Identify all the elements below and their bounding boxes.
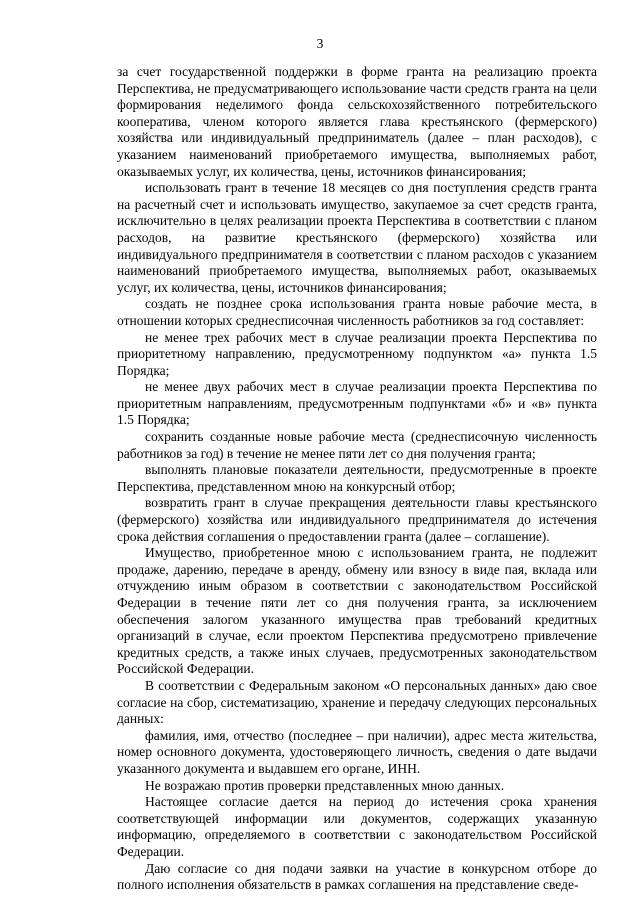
paragraph: за счет государственной поддержки в форме гранта на реализацию проекта Перспектива, не предусматривающего использование части средств гранта на цели формирования неделимого фонда сельскохозяйственного потребительского кооператива, членом которого является глава крестьянского (фермерского) хозяйства или индивидуальный предприниматель (далее – план расходов), с указанием наименований приобретаемого имущества, выполняемых работ, оказываемых услуг, их количества, цены, источников финансирования; (117, 64, 597, 179)
page-number: 3 (316, 36, 324, 51)
paragraph: сохранить созданные новые рабочие места (среднесписочную численность работников за год) в течение не менее пяти лет со дня получения гранта; (117, 429, 597, 461)
paragraph: выполнять плановые показатели деятельности, предусмотренные в проекте Перспектива, представленном мною на конкурсный отбор; (117, 462, 597, 494)
paragraph: Даю согласие со дня подачи заявки на участие в конкурсном отборе до полного исполнения обязательств в рамках соглашения на представление сведе- (117, 860, 597, 893)
paragraph: не менее трех рабочих мест в случае реализации проекта Перспектива по приоритетному направлению, предусмотренному подпунктом «а» пункта 1.5 Порядка; (117, 329, 597, 378)
paragraph: Настоящее согласие дается на период до истечения срока хранения соответствующей информации или документов, содержащих указанную информацию, определяемого в соответствии с законодательством Российской Федерации. (117, 794, 597, 859)
paragraph: Не возражаю против проверки представленных мною данных. (145, 777, 505, 793)
paragraph: не менее двух рабочих мест в случае реализации проекта Перспектива по приоритетным направлениям, предусмотренным подпунктами «б» и «в» пункта 1.5 Порядка; (117, 379, 597, 428)
paragraph: В соответствии с Федеральным законом «О персональных данных» даю свое согласие на сбор, систематизацию, хранение и передачу следующих персональных данных: (117, 677, 597, 727)
paragraph: использовать грант в течение 18 месяцев со дня поступления средств гранта на расчетный счет и использовать имущество, закупаемое за счет средств гранта, исключительно в целях реализации проекта Перспектива в соответствии с планом расходов, на развитие крестьянского (фермерского) хозяйства или индивидуального предпринимателя в соответствии с планом расходов с указанием наименований приобретаемого имущества, выполняемых работ, оказываемых услуг, их количества, цены, источников финансирования; (117, 180, 597, 295)
paragraph: Имущество, приобретенное мною с использованием гранта, не подлежит продаже, дарению, передаче в аренду, обмену или взносу в виде пая, вклада или отчуждению иным образом в соответствии с законодательством Российской Федерации в течение пяти лет со дня получения гранта, за исключением обеспечения залогом указанного имущества прав требований кредитных организаций в случае, если проектом Перспектива предусмотрено привлечение кредитных средств, а также иных случаев, предусмотренных законодательством Российской Федерации. (117, 545, 597, 677)
paragraph: фамилия, имя, отчество (последнее – при наличии), адрес места жительства, номер основного документа, удостоверяющего личность, сведения о дате выдачи указанного документа и выдавшем его органе, ИНН. (117, 727, 597, 776)
body-text (117, 64, 597, 894)
paragraph: возвратить грант в случае прекращения деятельности главы крестьянского (фермерского) хозяйства или индивидуального предпринимателя до истечения срока действия соглашения о предоставлении гранта (далее – соглашение). (117, 495, 597, 544)
paragraph: создать не позднее срока использования гранта новые рабочие места, в отношении которых среднесписочная численность работников за год составляет: (117, 296, 597, 328)
